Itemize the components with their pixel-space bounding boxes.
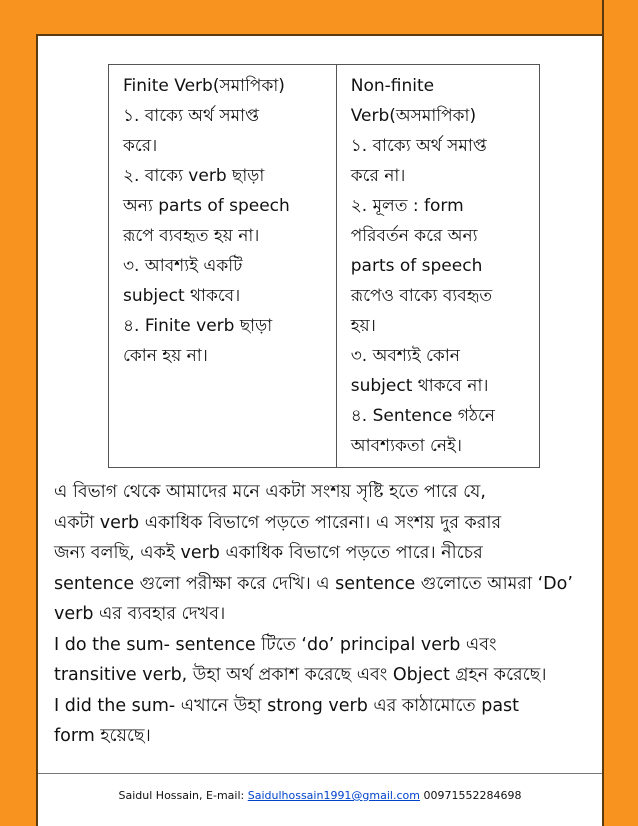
finite-verb-cell: [109, 65, 337, 468]
footer-divider: [38, 773, 602, 774]
top-orange-border: [36, 0, 602, 36]
footer: [38, 789, 602, 802]
left-orange-border: [0, 0, 38, 826]
nonfinite-verb-cell: [336, 65, 539, 468]
footer-email-link[interactable]: Saidulhossain1991@gmail.com: [247, 789, 420, 802]
nonfinite-verb-heading: Non-finite Verb(অসমাপিকা): [350, 76, 477, 126]
table-row: [109, 65, 540, 468]
finite-verb-points: ১. বাক্যে অর্থ সমাপ্ত করে। ২. বাক্যে verb ছাড়া অন্য parts of speech রূপে ব্যবহৃত হয় না। ৩. আবশ্যই একটি subject থাকবে। ৪. Finite verb ছাড়া কোন হয় না।: [123, 106, 290, 366]
finite-verb-heading: Finite Verb(সমাপিকা): [123, 76, 285, 96]
right-orange-border: [602, 0, 638, 826]
nonfinite-verb-points: ১. বাক্যে অর্থ সমাপ্ত করে না। ২. মূলত : form পরিবর্তন করে অন্য parts of speech রূপেও বাক্যে ব্যবহৃত হয়। ৩. অবশ্যই কোন subject থাকবে না। ৪. Sentence গঠনে আবশ্যকতা নেই।: [350, 136, 495, 456]
explanation-paragraph: এ বিভাগ থেকে আমাদের মনে একটা সংশয় সৃষ্টি হতে পারে যে, একটা verb একাধিক বিভাগে পড়তে পারেনা। এ সংশয় দুর করার জন্য বলছি, একই verb একাধিক বিভাগে পড়তে পারে। নীচের sentence গুলো পরীক্ষা করে দেখি। এ sentence গুলোতে আমরা ‘Do’ verb এর ব্যবহার দেখব। I do the sum- sentence টিতে ‘do’ principal verb এবং transitive verb, উহা অর্থ প্রকাশ করেছে এবং Object গ্রহন করেছে। I did the sum- এখানে উহা strong verb এর কাঠামোতে past form হয়েছে।: [54, 482, 573, 746]
footer-author: Saidul Hossain, E-mail:: [118, 789, 248, 802]
footer-phone: 00971552284698: [419, 789, 522, 802]
verb-comparison-table: [108, 64, 540, 468]
document-page: [38, 36, 602, 826]
